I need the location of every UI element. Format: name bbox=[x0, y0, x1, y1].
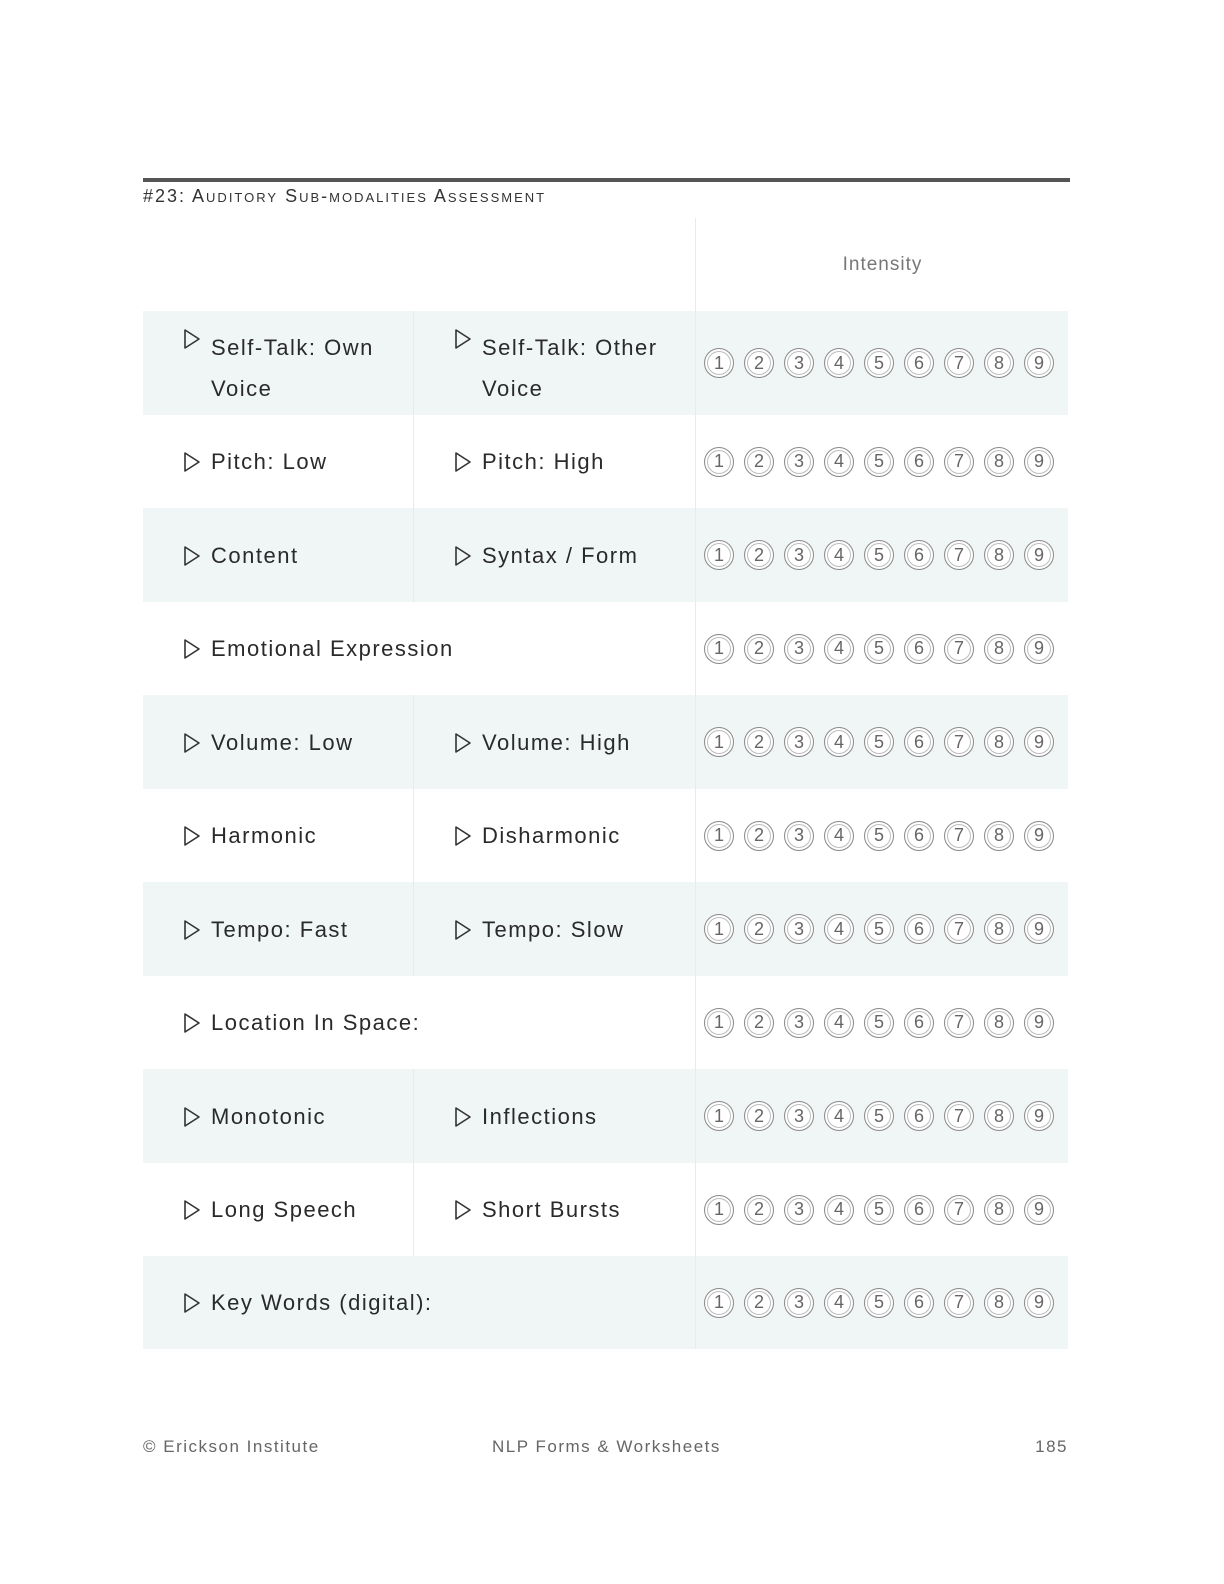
intensity-option-8[interactable]: 8 bbox=[984, 727, 1014, 757]
intensity-scale bbox=[696, 1288, 1064, 1318]
right-option-cell bbox=[413, 695, 696, 789]
right-option-cell bbox=[413, 789, 696, 882]
left-option-cell bbox=[143, 789, 413, 882]
intensity-option-4[interactable]: 4 bbox=[824, 1288, 854, 1318]
option-item[interactable] bbox=[454, 1069, 686, 1163]
option-label: Volume: High bbox=[482, 729, 631, 755]
intensity-option-9[interactable]: 9 bbox=[1024, 634, 1054, 664]
option-label: Short Bursts bbox=[482, 1197, 622, 1222]
intensity-option-9[interactable]: 9 bbox=[1024, 540, 1054, 570]
left-option-cell bbox=[143, 415, 413, 508]
intensity-option-9[interactable]: 9 bbox=[1024, 1195, 1054, 1225]
intensity-option-2[interactable]: 2 bbox=[744, 727, 774, 757]
intensity-option-6[interactable]: 6 bbox=[904, 914, 934, 944]
intensity-option-8[interactable]: 8 bbox=[984, 821, 1014, 851]
option-label: Inflections bbox=[482, 1103, 598, 1129]
intensity-option-2[interactable]: 2 bbox=[744, 634, 774, 664]
triangle-right-outline-icon bbox=[454, 919, 476, 941]
option-label: Long Speech bbox=[211, 1197, 358, 1222]
intensity-option-1[interactable]: 1 bbox=[704, 540, 734, 570]
intensity-scale-cell bbox=[695, 1069, 1069, 1163]
intensity-option-7[interactable]: 7 bbox=[944, 1288, 974, 1318]
intensity-option-3[interactable]: 3 bbox=[784, 540, 814, 570]
intensity-option-4[interactable]: 4 bbox=[824, 634, 854, 664]
triangle-right-outline-icon bbox=[454, 451, 476, 473]
table-row bbox=[143, 415, 1068, 508]
table-row bbox=[143, 602, 1068, 695]
intensity-option-6[interactable]: 6 bbox=[904, 1195, 934, 1225]
intensity-option-2[interactable]: 2 bbox=[744, 447, 774, 477]
intensity-option-3[interactable]: 3 bbox=[784, 821, 814, 851]
intensity-option-5[interactable]: 5 bbox=[864, 821, 894, 851]
triangle-right-outline-icon bbox=[454, 1106, 476, 1128]
intensity-option-7[interactable]: 7 bbox=[944, 821, 974, 851]
option-label: Tempo: Slow bbox=[482, 916, 625, 942]
option-label: Disharmonic bbox=[482, 823, 621, 848]
intensity-option-5[interactable]: 5 bbox=[864, 1008, 894, 1038]
option-item[interactable] bbox=[183, 1256, 685, 1349]
intensity-option-1[interactable]: 1 bbox=[704, 634, 734, 664]
intensity-option-6[interactable]: 6 bbox=[904, 348, 934, 378]
intensity-option-5[interactable]: 5 bbox=[864, 727, 894, 757]
intensity-option-6[interactable]: 6 bbox=[904, 1288, 934, 1318]
intensity-scale bbox=[696, 348, 1064, 378]
intensity-option-5[interactable]: 5 bbox=[864, 447, 894, 477]
intensity-option-5[interactable]: 5 bbox=[864, 1101, 894, 1131]
intensity-option-8[interactable]: 8 bbox=[984, 540, 1014, 570]
intensity-scale-cell bbox=[695, 976, 1069, 1069]
assessment-table bbox=[143, 218, 1068, 1349]
right-option-cell bbox=[413, 508, 696, 602]
triangle-right-outline-icon bbox=[183, 1106, 205, 1128]
intensity-option-4[interactable]: 4 bbox=[824, 1195, 854, 1225]
triangle-right-outline-icon bbox=[183, 825, 205, 847]
table-header-row bbox=[143, 218, 1068, 311]
intensity-option-9[interactable]: 9 bbox=[1024, 348, 1054, 378]
intensity-scale bbox=[696, 821, 1064, 851]
intensity-option-5[interactable]: 5 bbox=[864, 540, 894, 570]
right-option-cell bbox=[413, 415, 696, 508]
intensity-option-7[interactable]: 7 bbox=[944, 1008, 974, 1038]
triangle-right-outline-icon bbox=[183, 451, 205, 473]
intensity-scale-cell bbox=[695, 882, 1069, 976]
option-cell bbox=[143, 1256, 695, 1349]
triangle-right-outline-icon bbox=[183, 732, 205, 754]
intensity-scale bbox=[696, 634, 1064, 664]
option-item[interactable] bbox=[183, 882, 403, 976]
intensity-option-1[interactable]: 1 bbox=[704, 1195, 734, 1225]
intensity-option-7[interactable]: 7 bbox=[944, 634, 974, 664]
option-label: Emotional Expression bbox=[211, 636, 454, 661]
left-option-cell bbox=[143, 1163, 413, 1256]
option-cell bbox=[143, 602, 695, 695]
table-row bbox=[143, 1256, 1068, 1349]
option-label: Pitch: High bbox=[482, 449, 605, 474]
table-row bbox=[143, 789, 1068, 882]
option-label: Location In Space: bbox=[211, 1010, 421, 1035]
left-option-cell bbox=[143, 695, 413, 789]
table-row bbox=[143, 882, 1068, 976]
intensity-option-6[interactable]: 6 bbox=[904, 540, 934, 570]
intensity-option-3[interactable]: 3 bbox=[784, 1008, 814, 1038]
intensity-option-5[interactable]: 5 bbox=[864, 348, 894, 378]
option-item[interactable] bbox=[454, 415, 686, 508]
intensity-option-5[interactable]: 5 bbox=[864, 1288, 894, 1318]
option-item[interactable] bbox=[183, 789, 403, 882]
intensity-option-2[interactable]: 2 bbox=[744, 1101, 774, 1131]
option-item[interactable] bbox=[454, 1163, 686, 1256]
page-title: #23: Auditory Sub-modalities Assessment bbox=[143, 186, 547, 206]
intensity-option-2[interactable]: 2 bbox=[744, 1195, 774, 1225]
option-label: Syntax / Form bbox=[482, 542, 639, 568]
intensity-option-2[interactable]: 2 bbox=[744, 914, 774, 944]
right-option-cell bbox=[413, 1163, 696, 1256]
intensity-scale bbox=[696, 1008, 1064, 1038]
intensity-scale-cell bbox=[695, 508, 1069, 602]
triangle-right-outline-icon bbox=[454, 732, 476, 754]
intensity-option-2[interactable]: 2 bbox=[744, 1288, 774, 1318]
triangle-right-outline-icon bbox=[183, 919, 205, 941]
intensity-option-1[interactable]: 1 bbox=[704, 1101, 734, 1131]
intensity-option-5[interactable]: 5 bbox=[864, 634, 894, 664]
intensity-option-8[interactable]: 8 bbox=[984, 914, 1014, 944]
right-option-cell bbox=[413, 311, 696, 415]
intensity-option-6[interactable]: 6 bbox=[904, 727, 934, 757]
intensity-option-6[interactable]: 6 bbox=[904, 821, 934, 851]
option-item[interactable] bbox=[454, 508, 686, 602]
intensity-option-9[interactable]: 9 bbox=[1024, 1008, 1054, 1038]
footer-book-title: NLP Forms & Worksheets bbox=[492, 1437, 721, 1456]
intensity-option-7[interactable]: 7 bbox=[944, 1195, 974, 1225]
footer-page-number: 185 bbox=[1035, 1437, 1068, 1456]
option-item[interactable] bbox=[183, 1069, 403, 1163]
intensity-option-4[interactable]: 4 bbox=[824, 1008, 854, 1038]
intensity-option-9[interactable]: 9 bbox=[1024, 447, 1054, 477]
option-label: Volume: Low bbox=[211, 729, 354, 755]
intensity-option-6[interactable]: 6 bbox=[904, 447, 934, 477]
intensity-option-5[interactable]: 5 bbox=[864, 1195, 894, 1225]
option-label: Monotonic bbox=[211, 1103, 327, 1129]
intensity-scale-cell bbox=[695, 1163, 1069, 1256]
intensity-option-4[interactable]: 4 bbox=[824, 1101, 854, 1131]
left-option-cell bbox=[143, 1069, 413, 1163]
intensity-option-1[interactable]: 1 bbox=[704, 1288, 734, 1318]
option-label: Self-Talk: Other Voice bbox=[482, 335, 658, 401]
option-item[interactable] bbox=[454, 311, 686, 415]
triangle-right-outline-icon bbox=[183, 328, 205, 350]
intensity-option-3[interactable]: 3 bbox=[784, 1288, 814, 1318]
intensity-option-1[interactable]: 1 bbox=[704, 1008, 734, 1038]
triangle-right-outline-icon bbox=[454, 1199, 476, 1221]
intensity-option-9[interactable]: 9 bbox=[1024, 1101, 1054, 1131]
option-label: Tempo: Fast bbox=[211, 916, 349, 942]
triangle-right-outline-icon bbox=[183, 1199, 205, 1221]
triangle-right-outline-icon bbox=[183, 1292, 205, 1314]
intensity-scale-cell bbox=[695, 789, 1069, 882]
intensity-option-2[interactable]: 2 bbox=[744, 821, 774, 851]
table-row bbox=[143, 311, 1068, 415]
intensity-scale bbox=[696, 540, 1064, 570]
triangle-right-outline-icon bbox=[183, 1012, 205, 1034]
intensity-option-4[interactable]: 4 bbox=[824, 348, 854, 378]
intensity-option-3[interactable]: 3 bbox=[784, 914, 814, 944]
intensity-option-8[interactable]: 8 bbox=[984, 1195, 1014, 1225]
intensity-option-3[interactable]: 3 bbox=[784, 348, 814, 378]
intensity-option-4[interactable]: 4 bbox=[824, 727, 854, 757]
intensity-option-4[interactable]: 4 bbox=[824, 821, 854, 851]
intensity-option-3[interactable]: 3 bbox=[784, 1101, 814, 1131]
option-item[interactable] bbox=[183, 508, 403, 602]
option-item[interactable] bbox=[183, 695, 403, 789]
intensity-option-7[interactable]: 7 bbox=[944, 447, 974, 477]
intensity-header: Intensity bbox=[695, 218, 1069, 311]
intensity-scale-cell bbox=[695, 311, 1069, 415]
intensity-option-1[interactable]: 1 bbox=[704, 914, 734, 944]
option-item[interactable] bbox=[454, 695, 686, 789]
intensity-option-9[interactable]: 9 bbox=[1024, 914, 1054, 944]
intensity-option-8[interactable]: 8 bbox=[984, 1008, 1014, 1038]
option-label: Harmonic bbox=[211, 823, 318, 848]
intensity-scale bbox=[696, 1195, 1064, 1225]
intensity-option-7[interactable]: 7 bbox=[944, 727, 974, 757]
triangle-right-outline-icon bbox=[454, 545, 476, 567]
intensity-option-7[interactable]: 7 bbox=[944, 348, 974, 378]
option-item[interactable] bbox=[454, 882, 686, 976]
intensity-option-3[interactable]: 3 bbox=[784, 727, 814, 757]
table-row bbox=[143, 1069, 1068, 1163]
triangle-right-outline-icon bbox=[454, 825, 476, 847]
intensity-scale bbox=[696, 914, 1064, 944]
intensity-option-2[interactable]: 2 bbox=[744, 1008, 774, 1038]
option-label: Key Words (digital): bbox=[211, 1290, 433, 1315]
intensity-option-4[interactable]: 4 bbox=[824, 540, 854, 570]
intensity-option-4[interactable]: 4 bbox=[824, 914, 854, 944]
left-option-cell bbox=[143, 882, 413, 976]
option-label: Pitch: Low bbox=[211, 449, 328, 474]
intensity-option-8[interactable]: 8 bbox=[984, 348, 1014, 378]
intensity-option-1[interactable]: 1 bbox=[704, 821, 734, 851]
table-row bbox=[143, 508, 1068, 602]
option-item[interactable] bbox=[183, 311, 403, 415]
intensity-scale-cell bbox=[695, 415, 1069, 508]
triangle-right-outline-icon bbox=[183, 545, 205, 567]
intensity-option-9[interactable]: 9 bbox=[1024, 1288, 1054, 1318]
footer-copyright: © Erickson Institute bbox=[143, 1437, 320, 1456]
left-option-cell bbox=[143, 508, 413, 602]
intensity-option-9[interactable]: 9 bbox=[1024, 727, 1054, 757]
intensity-option-1[interactable]: 1 bbox=[704, 727, 734, 757]
option-item[interactable] bbox=[183, 415, 403, 508]
right-option-cell bbox=[413, 882, 696, 976]
intensity-scale bbox=[696, 1101, 1064, 1131]
intensity-option-4[interactable]: 4 bbox=[824, 447, 854, 477]
table-row bbox=[143, 1163, 1068, 1256]
intensity-option-6[interactable]: 6 bbox=[904, 634, 934, 664]
intensity-option-3[interactable]: 3 bbox=[784, 634, 814, 664]
intensity-option-3[interactable]: 3 bbox=[784, 447, 814, 477]
intensity-option-8[interactable]: 8 bbox=[984, 634, 1014, 664]
option-cell bbox=[143, 976, 695, 1069]
intensity-option-1[interactable]: 1 bbox=[704, 447, 734, 477]
intensity-option-9[interactable]: 9 bbox=[1024, 821, 1054, 851]
intensity-option-2[interactable]: 2 bbox=[744, 348, 774, 378]
option-label: Self-Talk: Own Voice bbox=[211, 335, 374, 401]
intensity-scale bbox=[696, 727, 1064, 757]
right-option-cell bbox=[413, 1069, 696, 1163]
intensity-option-8[interactable]: 8 bbox=[984, 1288, 1014, 1318]
intensity-option-1[interactable]: 1 bbox=[704, 348, 734, 378]
intensity-option-7[interactable]: 7 bbox=[944, 540, 974, 570]
table-row bbox=[143, 976, 1068, 1069]
intensity-option-6[interactable]: 6 bbox=[904, 1101, 934, 1131]
intensity-scale-cell bbox=[695, 1256, 1069, 1349]
option-item[interactable] bbox=[183, 1163, 403, 1256]
intensity-option-6[interactable]: 6 bbox=[904, 1008, 934, 1038]
intensity-option-8[interactable]: 8 bbox=[984, 1101, 1014, 1131]
intensity-option-5[interactable]: 5 bbox=[864, 914, 894, 944]
triangle-right-outline-icon bbox=[454, 328, 476, 350]
intensity-scale-cell bbox=[695, 695, 1069, 789]
left-option-cell bbox=[143, 311, 413, 415]
intensity-option-2[interactable]: 2 bbox=[744, 540, 774, 570]
intensity-option-3[interactable]: 3 bbox=[784, 1195, 814, 1225]
triangle-right-outline-icon bbox=[183, 638, 205, 660]
option-item[interactable] bbox=[454, 789, 686, 882]
intensity-scale bbox=[696, 447, 1064, 477]
option-label: Content bbox=[211, 542, 299, 568]
intensity-option-7[interactable]: 7 bbox=[944, 914, 974, 944]
intensity-option-7[interactable]: 7 bbox=[944, 1101, 974, 1131]
table-row bbox=[143, 695, 1068, 789]
option-item[interactable] bbox=[183, 976, 685, 1069]
intensity-option-8[interactable]: 8 bbox=[984, 447, 1014, 477]
option-item[interactable] bbox=[183, 602, 685, 695]
intensity-scale-cell bbox=[695, 602, 1069, 695]
header-rule bbox=[143, 178, 1070, 182]
